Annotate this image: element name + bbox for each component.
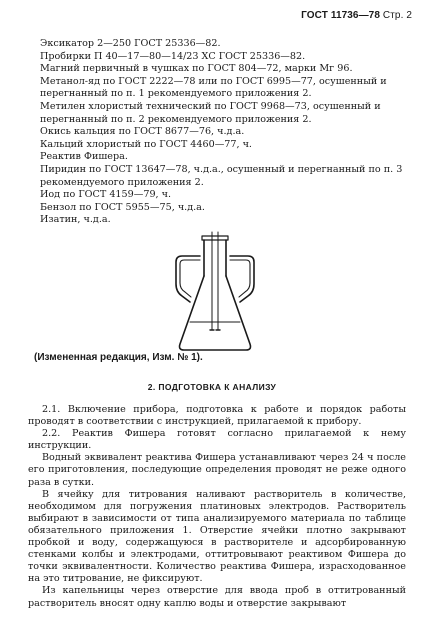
- flask-neck: [204, 240, 226, 276]
- list-item: Метанол-яд по ГОСТ 2222—78 или по ГОСТ 6995—77, осушенный и перегнанный по п. 1 рекомендуемого приложения 2.: [40, 75, 387, 100]
- paragraph: В ячейку для титрования наливают растворитель в количестве, необходимом для погружения платиновых электродов. Растворитель выбирают в зависимости от типа анализируемого материала по таблице обязательного приложения 1. Отверстие ячейки плотно закрывают пробкой и воду, содержащуюся в растворителе и адсорбированную стенками колбы и электродами, оттитровывают реактивом Фишера до точки эквивалентности. Количество реактива Фишера, израсходованное на это титрование, не фиксируют.: [28, 488, 406, 585]
- section-body: [28, 404, 406, 610]
- paragraph: Из капельницы через отверстие для ввода проб в оттитрованный растворитель вносят одну каплю воды и отверстие закрывают: [28, 585, 406, 609]
- paragraph: 2.1. Включение прибора, подготовка к работе и порядок работы проводят в соответствии с инструкцией, прилагаемой к прибору.: [28, 404, 406, 428]
- list-item: Иод по ГОСТ 4159—79, ч.: [40, 189, 172, 201]
- amendment-note: (Измененная редакция, Изм. № 1).: [34, 352, 203, 363]
- equipment-list: [40, 38, 408, 227]
- standard-number: ГОСТ 11736—78: [301, 10, 381, 21]
- page-header: [301, 10, 412, 21]
- list-item: Магний первичный в чушках по ГОСТ 804—72, марки Мг 96.: [40, 63, 353, 75]
- section-heading: 2. ПОДГОТОВКА К АНАЛИЗУ: [147, 382, 277, 392]
- paragraph: 2.2. Реактив Фишера готовят согласно прилагаемой к нему инструкции.: [28, 428, 406, 452]
- list-item: Окись кальция по ГОСТ 8677—76, ч.д.а.: [40, 126, 245, 138]
- list-item: Пиридин по ГОСТ 13647—78, ч.д.а., осушенный и перегнанный по п. 3 рекомендуемого приложения 2.: [40, 163, 403, 188]
- list-item: Кальций хлористый по ГОСТ 4460—77, ч.: [40, 138, 252, 150]
- list-item: Реактив Фишера.: [40, 151, 128, 163]
- right-side-arm-inner: [230, 260, 250, 297]
- list-item: Изатин, ч.д.а.: [40, 214, 111, 226]
- list-item: Метилен хлористый технический по ГОСТ 9968—73, осушенный и перегнанный по п. 2 рекомендуемого приложения 2.: [40, 100, 381, 125]
- page-number: Стр. 2: [382, 10, 412, 21]
- list-item: Пробирки П 40—17—80—14/23 ХС ГОСТ 25336—82.: [40, 50, 306, 62]
- list-item: Бензол по ГОСТ 5955—75, ч.д.а.: [40, 201, 205, 213]
- titration-flask-figure: [160, 226, 270, 361]
- paragraph: Водный эквивалент реактива Фишера устанавливают через 24 ч после его приготовления, последующие определения проводят не реже одного раза в сутки.: [28, 452, 406, 488]
- flask-body: [180, 276, 251, 350]
- list-item: Эксикатор 2—250 ГОСТ 25336—82.: [40, 38, 221, 49]
- left-side-arm-inner: [180, 260, 200, 297]
